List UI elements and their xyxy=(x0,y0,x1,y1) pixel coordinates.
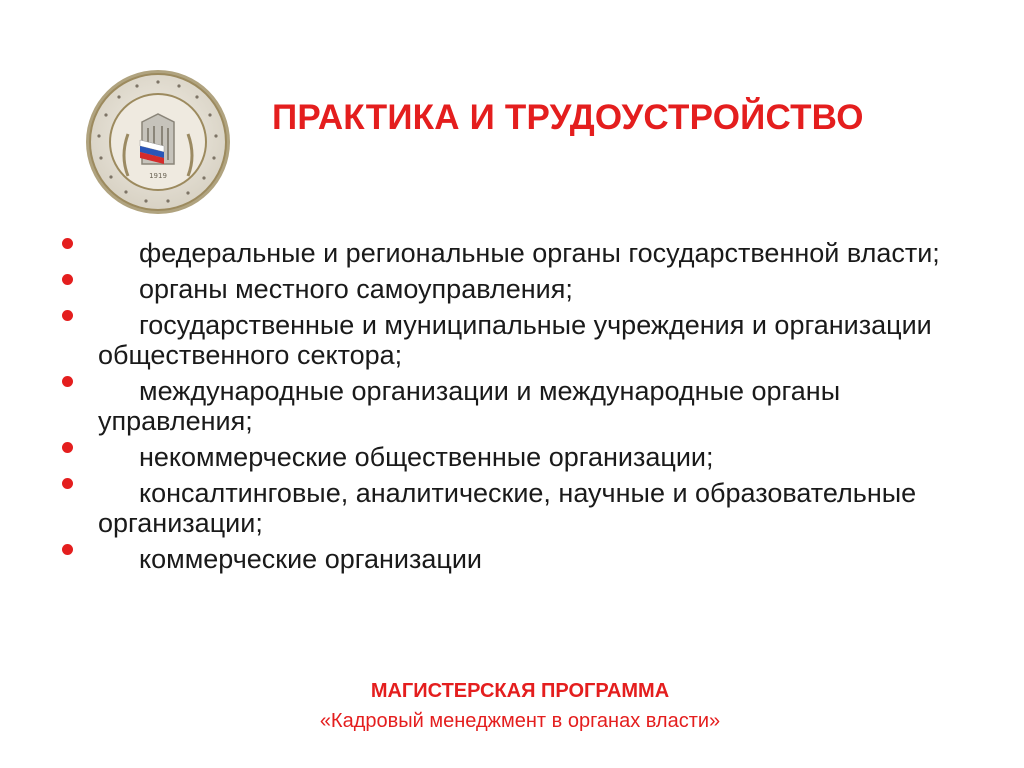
list-item xyxy=(62,544,962,574)
program-name: «Кадровый менеджмент в органах власти» xyxy=(319,710,721,732)
bullet-icon xyxy=(62,238,73,249)
list-item-text: государственные и муниципальные учреждения и организации общественного сектора; xyxy=(98,310,932,370)
list-item-text: международные организации и международные органы управления; xyxy=(98,376,841,436)
list-item xyxy=(62,442,962,472)
list-item-text: консалтинговые, аналитические, научные и образовательные организации; xyxy=(98,478,917,538)
university-seal-icon xyxy=(84,68,232,216)
list-item xyxy=(62,310,962,370)
list-item xyxy=(62,238,962,268)
list-item xyxy=(62,274,962,304)
bullet-icon xyxy=(62,274,73,285)
list-item-text: коммерческие организации xyxy=(139,544,483,574)
bullet-icon xyxy=(62,478,73,489)
list-item xyxy=(62,376,962,436)
program-footer xyxy=(0,676,1024,736)
list-item-text: органы местного самоуправления; xyxy=(139,274,573,304)
bullet-icon xyxy=(62,310,73,321)
bullet-icon xyxy=(62,544,73,555)
list-item xyxy=(62,478,962,538)
page-title: ПРАКТИКА И ТРУДОУСТРОЙСТВО xyxy=(272,98,864,137)
svg-text:1919: 1919 xyxy=(149,172,167,180)
bullet-icon xyxy=(62,442,73,453)
employment-list xyxy=(62,238,962,580)
program-label: МАГИСТЕРСКАЯ ПРОГРАММА xyxy=(370,680,670,702)
bullet-icon xyxy=(62,376,73,387)
list-item-text: федеральные и региональные органы государственной власти; xyxy=(139,238,940,268)
list-item-text: некоммерческие общественные организации; xyxy=(139,442,714,472)
